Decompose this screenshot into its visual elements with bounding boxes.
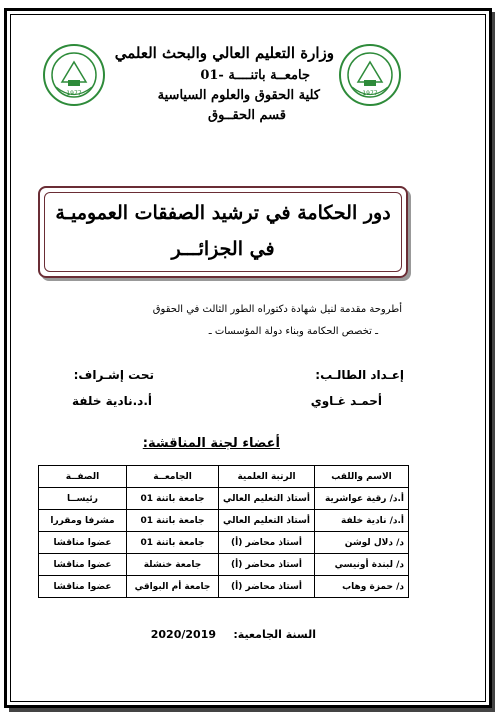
university-name: جامعــة باتنــــة -01 (200, 68, 310, 83)
member-name: أ.د/ رقية عواشرية (315, 488, 409, 510)
title-box (38, 186, 408, 278)
member-name: د/ حمزة وهاب (315, 576, 409, 598)
member-role: مشرفا ومقررا (39, 510, 127, 532)
thesis-title-line1: دور الحكامة في ترشيد الصفقات العموميـة (55, 202, 391, 224)
member-rank: أستاذ محاضر (أ) (219, 532, 315, 554)
member-university: جامعة باتنة 01 (127, 488, 219, 510)
committee-heading: أعضاء لجنة المناقشة: (142, 436, 280, 451)
member-rank: أستاذ محاضر (أ) (219, 576, 315, 598)
member-university: جامعة خنشلة (127, 554, 219, 576)
member-rank: أستاذ محاضر (أ) (219, 554, 315, 576)
ministry-name: وزارة التعليم العالي والبحث العلمي (114, 44, 334, 62)
supervisor-label: تحت إشـراف: (73, 368, 154, 382)
member-name: د/ دلال لوشن (315, 532, 409, 554)
department-name: قسم الحقــوق (208, 108, 286, 123)
column-header-university: الجامعــة (127, 466, 219, 488)
member-name: د/ لبندة أونيسي (315, 554, 409, 576)
member-role: عضوا مناقشا (39, 554, 127, 576)
logo-year-left: 1977 (66, 90, 82, 97)
student-name: أحمـد غـاوي (310, 394, 382, 408)
column-header-role: الصفــة (39, 466, 127, 488)
thesis-title-line2: في الجزائـــر (171, 238, 275, 260)
faculty-name: كلية الحقوق والعلوم السياسية (157, 88, 320, 103)
table-row (39, 576, 409, 598)
table-row (39, 510, 409, 532)
table-header-row (39, 466, 409, 488)
member-rank: أستاذ التعليم العالي (219, 510, 315, 532)
member-role: عضوا مناقشا (39, 532, 127, 554)
member-role: عضوا مناقشا (39, 576, 127, 598)
table-row (39, 488, 409, 510)
table-row (39, 532, 409, 554)
committee-table (38, 465, 409, 598)
academic-year-label: السنة الجامعية: (233, 628, 316, 641)
supervisor-name: أ.د.نادية خلفة (72, 394, 152, 408)
column-header-name: الاسم واللقب (315, 466, 409, 488)
logo-year-right: 1977 (362, 90, 378, 97)
member-name: أ.د/ نادية خلفة (315, 510, 409, 532)
member-role: رئيســا (39, 488, 127, 510)
university-logo-right (338, 42, 402, 108)
student-label: إعـداد الطالـب: (315, 368, 404, 382)
member-university: جامعة باتنة 01 (127, 510, 219, 532)
thesis-subtitle: أطروحة مقدمة لنيل شهادة دكتوراه الطور الثالث في الحقوق (152, 304, 402, 315)
member-rank: أستاذ التعليم العالي (219, 488, 315, 510)
member-university: جامعة باتنة 01 (127, 532, 219, 554)
academic-year-value: 2020/2019 (150, 628, 216, 641)
table-row (39, 554, 409, 576)
thesis-specialty: ـ تخصص الحكامة وبناء دولة المؤسسات ـ (208, 326, 378, 337)
member-university: جامعة أم البواقي (127, 576, 219, 598)
column-header-rank: الرتبة العلمية (219, 466, 315, 488)
university-logo-left (42, 42, 106, 108)
